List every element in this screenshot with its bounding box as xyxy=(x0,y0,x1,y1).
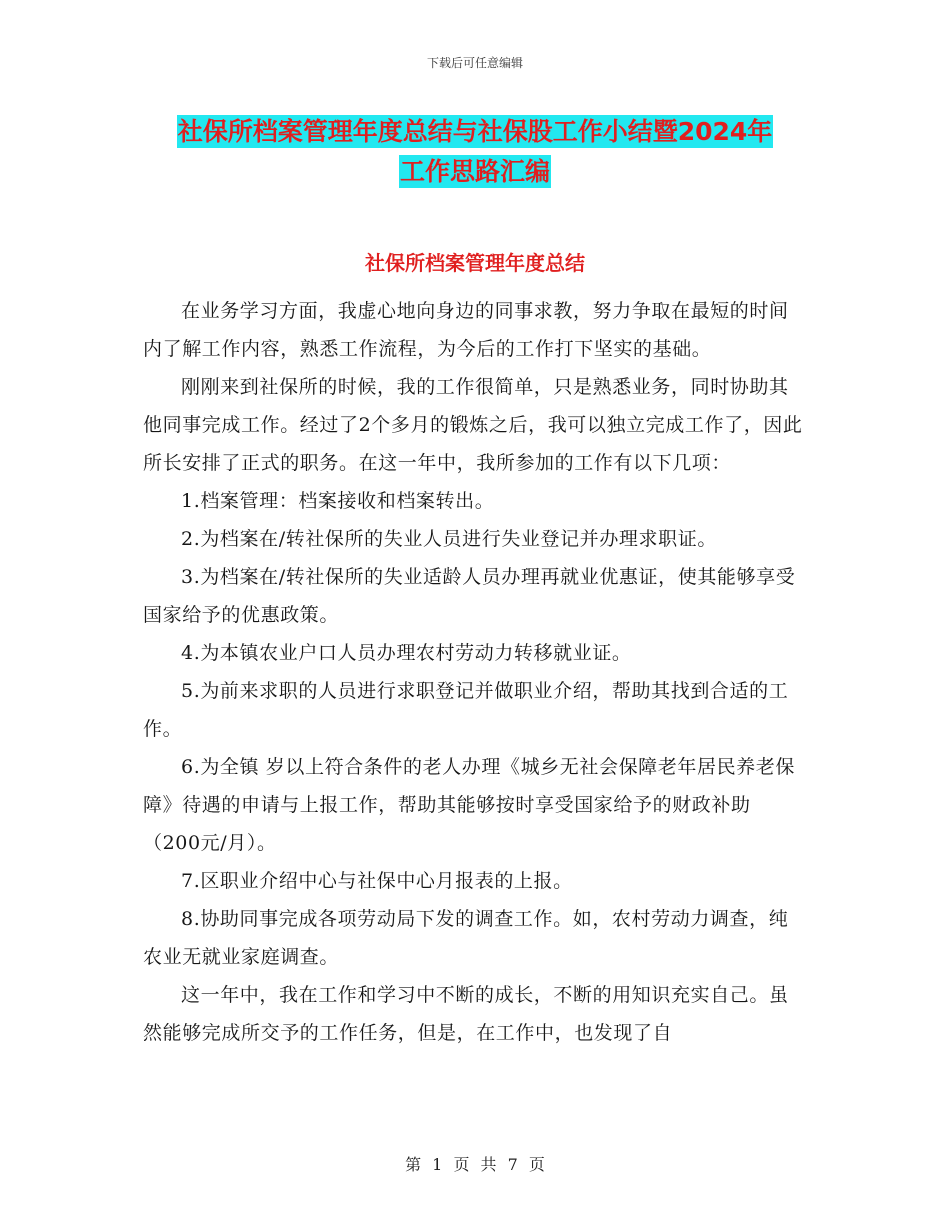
list-item-7: 7.区职业介绍中心与社保中心月报表的上报。 xyxy=(181,870,573,892)
list-item-6: 6.为全镇 岁以上符合条件的老人办理《城乡无社会保障老年居民养老保障》待遇的申请与上报工作，帮助其能够按时享受国家给予的财政补助（200元/月）。 xyxy=(143,756,795,854)
paragraph-2: 刚刚来到社保所的时候，我的工作很简单，只是熟悉业务，同时协助其他同事完成工作。经过了2个多月的锻炼之后，我可以独立完成工作了，因此所长安排了正式的职务。在这一年中，我所参加的工作有以下几项： xyxy=(143,376,803,474)
header-note: 下载后可任意编辑 xyxy=(426,56,523,70)
list-item-5: 5.为前来求职的人员进行求职登记并做职业介绍，帮助其找到合适的工作。 xyxy=(143,680,789,740)
document-title-line-2: 工作思路汇编 xyxy=(399,157,550,186)
list-item-2: 2.为档案在/转社保所的失业人员进行失业登记并办理求职证。 xyxy=(181,528,717,550)
document-body xyxy=(143,292,805,1052)
list-item-4: 4.为本镇农业户口人员办理农村劳动力转移就业证。 xyxy=(181,642,632,664)
list-item-3: 3.为档案在/转社保所的失业适龄人员办理再就业优惠证，使其能够享受国家给予的优惠政策。 xyxy=(143,566,796,626)
document-title xyxy=(0,112,950,192)
paragraph-closing: 这一年中，我在工作和学习中不断的成长，不断的用知识充实自己。虽然能够完成所交予的工作任务，但是，在工作中，也发现了自 xyxy=(143,984,789,1044)
document-title-line-1: 社保所档案管理年度总结与社保股工作小结暨2024年 xyxy=(177,117,773,146)
page-footer: 第 1 页 共 7 页 xyxy=(405,1155,545,1174)
list-item-8: 8.协助同事完成各项劳动局下发的调查工作。如，农村劳动力调查，纯农业无就业家庭调查。 xyxy=(143,908,789,968)
list-item-1: 1.档案管理：档案接收和档案转出。 xyxy=(181,490,495,512)
section-title: 社保所档案管理年度总结 xyxy=(365,251,585,275)
paragraph-1: 在业务学习方面，我虚心地向身边的同事求教，努力争取在最短的时间内了解工作内容，熟悉工作流程，为今后的工作打下坚实的基础。 xyxy=(143,300,789,360)
